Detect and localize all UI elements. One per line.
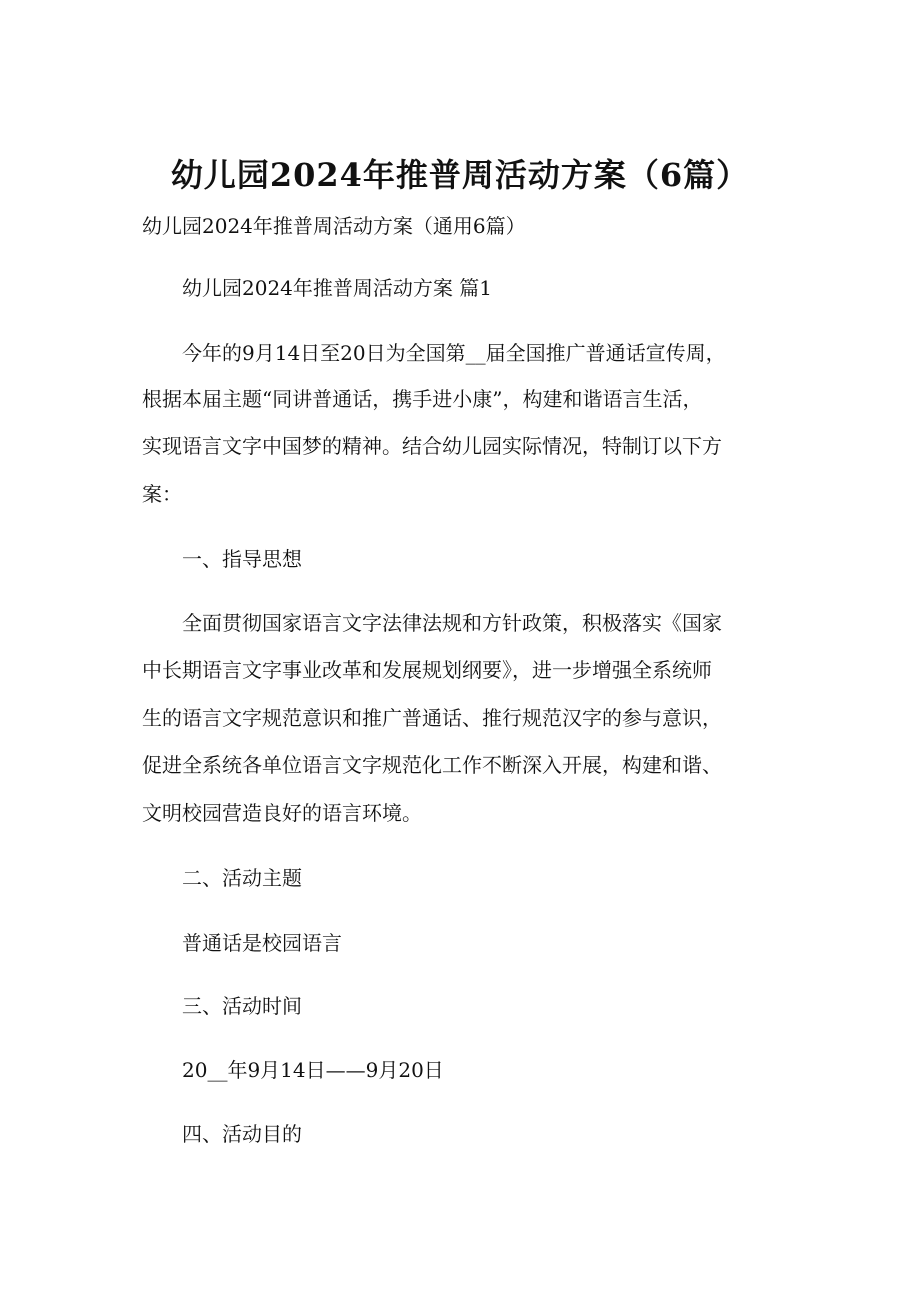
heading-activity-theme: 二、活动主题 <box>182 866 302 890</box>
intro-line-4: 案： <box>142 482 182 506</box>
activity-time-text: 20__年9月14日——9月20日 <box>182 1058 444 1082</box>
heading-guiding-ideology: 一、指导思想 <box>182 547 302 571</box>
intro-line-3: 实现语言文字中国梦的精神。结合幼儿园实际情况，特制订以下方 <box>142 434 722 458</box>
document-title: 幼儿园2024年推普周活动方案（6篇） <box>170 156 750 194</box>
guiding-line-4: 促进全系统各单位语言文字规范化工作不断深入开展，构建和谐、 <box>142 753 722 777</box>
heading-activity-time: 三、活动时间 <box>182 994 302 1018</box>
intro-line-2: 根据本届主题“同讲普通话，携手进小康”，构建和谐语言生活， <box>142 387 703 411</box>
section-heading: 幼儿园2024年推普周活动方案 篇1 <box>182 276 492 300</box>
activity-theme-text: 普通话是校园语言 <box>182 931 342 955</box>
heading-activity-purpose: 四、活动目的 <box>182 1122 302 1146</box>
guiding-line-5: 文明校园营造良好的语言环境。 <box>142 801 422 825</box>
intro-line-1: 今年的9月14日至20日为全国第__届全国推广普通话宣传周， <box>182 341 726 365</box>
document-subtitle: 幼儿园2024年推普周活动方案（通用6篇） <box>142 214 526 238</box>
guiding-line-2: 中长期语言文字事业改革和发展规划纲要》，进一步增强全系统师 <box>142 658 712 682</box>
guiding-line-1: 全面贯彻国家语言文字法律法规和方针政策，积极落实《国家 <box>182 611 722 635</box>
guiding-line-3: 生的语言文字规范意识和推广普通话、推行规范汉字的参与意识， <box>142 706 722 730</box>
